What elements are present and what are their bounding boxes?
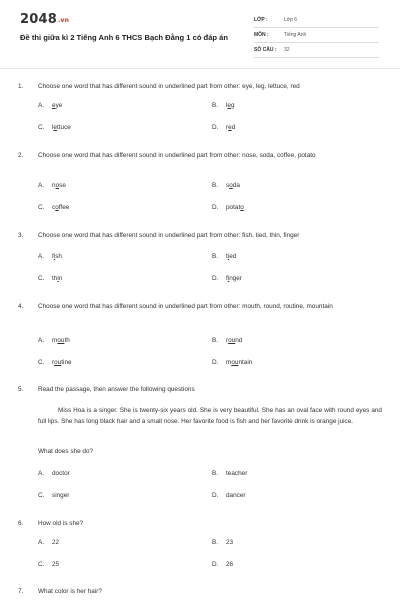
question-number: 4. (18, 303, 24, 310)
question-text: Read the passage, then answer the following questions (38, 386, 195, 393)
option-c[interactable]: C. coffee (38, 204, 70, 211)
meta-divider (254, 27, 379, 28)
question-number: 3. (18, 232, 24, 239)
option-d[interactable]: D. finger (212, 275, 242, 282)
option-d[interactable]: D. 26 (212, 561, 234, 568)
header-separator (0, 68, 400, 69)
question-text: Choose one word that has different sound in underlined part from other: fish, tied, thin, finger (38, 232, 300, 239)
meta-class-value: Lớp 6 (284, 17, 298, 23)
question-text: Choose one word that has different sound in underlined part from other: nose, soda, coffee, potato (38, 152, 316, 159)
meta-subject-value: Tiếng Anh (284, 32, 307, 38)
logo-suffix: .vn (57, 17, 70, 24)
option-b[interactable]: B. tied (212, 253, 237, 260)
option-a[interactable]: A. eye (38, 102, 63, 109)
option-a[interactable]: A. nose (38, 182, 66, 189)
option-b[interactable]: B. teacher (212, 470, 248, 477)
page-header (0, 0, 400, 68)
question-text: Choose one word that has different sound in underlined part from other: eye, leg, lettuce, red (38, 83, 300, 90)
meta-divider (254, 57, 379, 58)
exam-title: Đề thi giữa kì 2 Tiếng Anh 6 THCS Bạch Đằng 1 có đáp án (20, 33, 229, 42)
option-a[interactable]: A. doctor (38, 470, 70, 477)
logo-main: 2048 (20, 12, 57, 27)
option-c[interactable]: C. 25 (38, 561, 60, 568)
question-text: Choose one word that has different sound in underlined part from other: mouth, round, routine, mountain (38, 303, 333, 310)
reading-passage: Miss Hoa is a singer. She is twenty-six years old. She is very beautiful. She has an oval face with round eyes and full lips. She has long black hair and a small nose. Her favorite food is fish and her favorite drink is orange juice. (38, 407, 382, 425)
site-logo[interactable] (20, 12, 69, 27)
option-d[interactable]: D. red (212, 124, 236, 131)
option-b[interactable]: B. leg (212, 102, 235, 109)
question-number: 5. (18, 386, 24, 393)
option-a[interactable]: A. mouth (38, 337, 70, 344)
meta-divider (254, 42, 379, 43)
sub-question: What does she do? (38, 448, 94, 455)
question-number: 7. (18, 588, 24, 595)
option-b[interactable]: B. soda (212, 182, 240, 189)
question-number: 6. (18, 520, 24, 527)
option-d[interactable]: D. dancer (212, 492, 246, 499)
question-number: 2. (18, 152, 24, 159)
meta-subject-key: MÔN : (254, 32, 269, 38)
option-d[interactable]: D. potato (212, 204, 244, 211)
option-d[interactable]: D. mountain (212, 359, 253, 366)
option-b[interactable]: B. round (212, 337, 243, 344)
option-c[interactable]: C. lettuce (38, 124, 71, 131)
question-number: 1. (18, 83, 24, 90)
question-text: How old is she? (38, 520, 84, 527)
option-c[interactable]: C. routine (38, 359, 72, 366)
option-c[interactable]: C. singer (38, 492, 70, 499)
question-text: What color is her hair? (38, 588, 102, 595)
meta-count-key: SỐ CÂU : (254, 47, 277, 53)
meta-count-value: 32 (284, 47, 290, 53)
meta-class-key: LỚP : (254, 17, 268, 23)
option-b[interactable]: B. 23 (212, 539, 234, 546)
option-a[interactable]: A. fish (38, 253, 62, 260)
option-a[interactable]: A. 22 (38, 539, 60, 546)
option-c[interactable]: C. thin (38, 275, 63, 282)
